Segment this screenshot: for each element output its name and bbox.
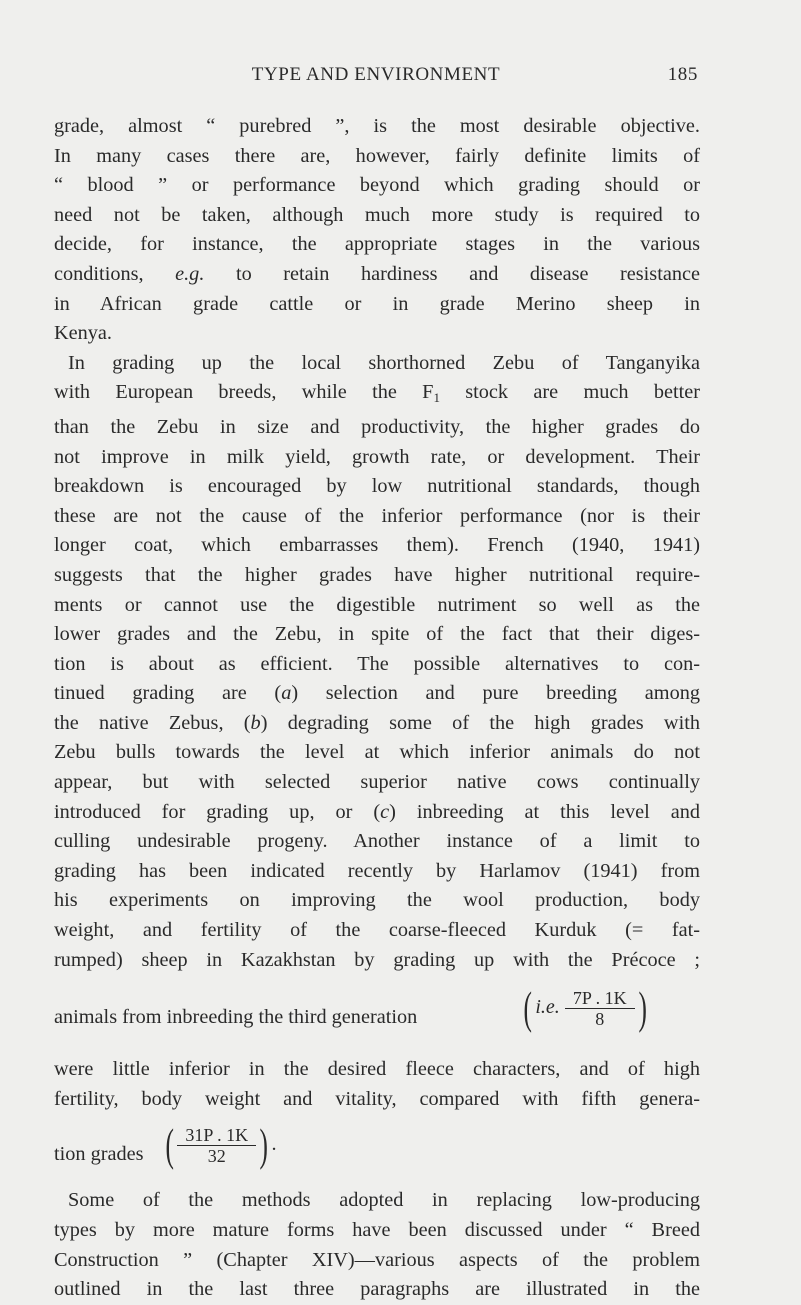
text-line: in African grade cattle or in grade Merino sheep in — [54, 292, 700, 315]
text-line: were little inferior in the desired fleece characters, and of high — [54, 1058, 700, 1081]
fraction — [177, 1125, 256, 1166]
text-line: suggests that the higher grades have higher nutritional require- — [54, 563, 700, 586]
text-line: tinued grading are (a) selection and pure breeding among — [54, 682, 700, 705]
formula-line-2 — [54, 1114, 700, 1186]
text-line: culling undesirable progeny. Another instance of a limit to — [54, 830, 700, 853]
formula-lead-text: animals from inbreeding the third generation — [54, 1006, 418, 1029]
text-line: “ blood ” or performance beyond which grading should or — [54, 174, 700, 197]
text-line: need not be taken, although much more study is required to — [54, 203, 700, 226]
formula-line-1 — [54, 981, 700, 1055]
text-line: In many cases there are, however, fairly definite limits of — [54, 144, 700, 167]
fraction-numerator: 7P . 1K — [565, 988, 635, 1009]
fraction-numerator: 31P . 1K — [177, 1125, 256, 1146]
chapter-title: TYPE AND ENVIRONMENT — [251, 64, 501, 85]
text-line: introduced for grading up, or (c) inbreeding at this level and — [54, 800, 700, 823]
text-line: Some of the methods adopted in replacing low-producing — [68, 1189, 700, 1212]
fraction-expression — [162, 1119, 277, 1171]
text-line: grade, almost “ purebred ”, is the most desirable objective. — [54, 115, 700, 137]
text-line: Zebu bulls towards the level at which inferior animals do not — [54, 741, 700, 764]
paragraph-2 — [54, 349, 700, 1187]
text-line: conditions, e.g. to retain hardiness and disease resistance — [54, 262, 700, 285]
text-line: In grading up the local shorthorned Zebu of Tanganyika — [68, 351, 700, 374]
text-line: than the Zebu in size and productivity, the higher grades do — [54, 415, 700, 438]
text-line: not improve in milk yield, growth rate, or development. Their — [54, 445, 700, 468]
fraction-denominator: 32 — [207, 1145, 226, 1166]
text-line: weight, and fertility of the coarse-fleeced Kurduk (= fat- — [54, 919, 700, 942]
running-header — [54, 64, 698, 94]
text-line: breakdown is encouraged by low nutritional standards, though — [54, 475, 700, 498]
text-line: ments or cannot use the digestible nutriment so well as the — [54, 593, 700, 616]
text-line: decide, for instance, the appropriate stages in the various — [54, 233, 700, 256]
text-line: Construction ” (Chapter XIV)—various aspects of the problem — [54, 1248, 700, 1271]
right-paren: ) — [259, 1119, 269, 1171]
fraction-expression — [520, 982, 650, 1034]
text-line: Kenya. — [54, 322, 113, 345]
paragraph-1 — [54, 112, 700, 349]
text-line: his experiments on improving the wool production, body — [54, 889, 700, 912]
right-paren: ) — [638, 982, 647, 1034]
paragraph-3 — [54, 1186, 700, 1304]
fraction-denominator: 8 — [595, 1008, 605, 1029]
body-text — [54, 112, 700, 1305]
text-line: longer coat, which embarrasses them). French (1940, 1941) — [54, 534, 700, 557]
text-line: these are not the cause of the inferior performance (nor is their — [54, 504, 700, 527]
page-number: 185 — [667, 64, 698, 85]
text-line: fertility, body weight and vitality, compared with fifth genera- — [54, 1087, 700, 1110]
text-line: appear, but with selected superior native cows continually — [54, 771, 700, 794]
left-paren: ( — [165, 1119, 174, 1171]
ie-abbrev: i.e. — [535, 996, 560, 1019]
text-line: rumped) sheep in Kazakhstan by grading up with the Précoce ; — [54, 948, 700, 971]
left-paren: ( — [523, 982, 532, 1034]
formula-lead-text: tion grades — [54, 1143, 144, 1166]
text-line: with European breeds, while the $F_1$ stock are much better — [54, 381, 701, 406]
period: . — [271, 1133, 277, 1156]
fraction — [565, 988, 635, 1029]
text-line: grading has been indicated recently by Harlamov (1941) from — [54, 859, 700, 882]
text-line: lower grades and the Zebu, in spite of the fact that their diges- — [54, 623, 700, 646]
text-line: outlined in the last three paragraphs are illustrated in the — [54, 1278, 700, 1301]
text-line: types by more mature forms have been discussed under “ Breed — [54, 1219, 700, 1241]
text-line: the native Zebus, (b) degrading some of the high grades with — [54, 711, 700, 734]
text-line: tion is about as efficient. The possible alternatives to con- — [54, 652, 700, 675]
